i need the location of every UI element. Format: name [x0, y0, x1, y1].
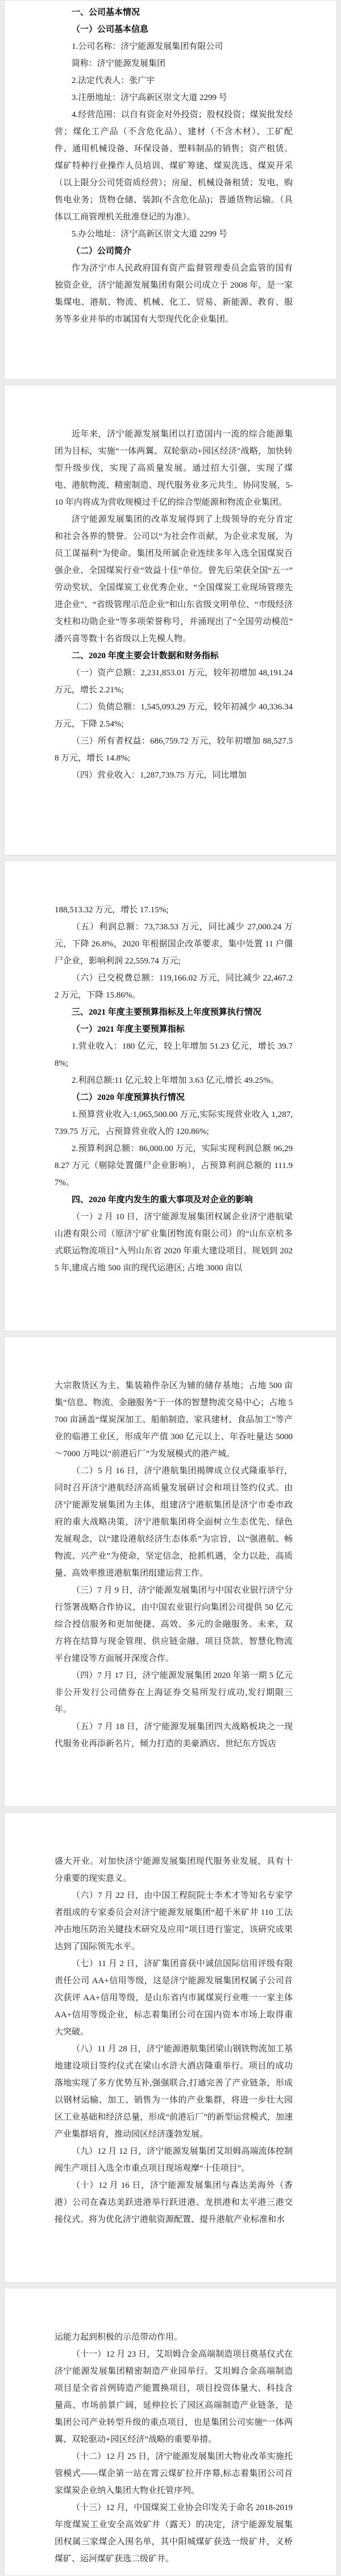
paragraph: 2.利润总额:11 亿元,较上年增加 3.63 亿元,增长 49.25%。 [72, 1076, 279, 1085]
paragraph: （四）7 月 17 日，济宁能源发展集团 2020 年第一期 5 亿元非公开发行公司债券在上海证券交易所发行成功,发行期限三年。 [55, 1671, 293, 1714]
paragraph: （五）利润总额：73,738.53 万元，同比减少 27,000.24 万元，下降 26.8%，2020 年根据国企改革要求，集中处置 11 户僵尸企业，影响利润 22,559.74 万元; [55, 923, 293, 966]
paragraph: 4.经营范围：以自有资金对外投资；股权投资；煤炭批发经营；煤化工产品（不含危化品）、建材（不含木材）、工矿配件、通用机械设备、环保设备、塑料制品的销售；资产租赁。煤矿特种行业操作人员培训、煤矿筹建、煤炭洗选、煤炭开采（以上限分公司凭资质经营）；房屋、机械设备租赁；发电、购售电业务；货物仓储、装卸(不含危化品)；普通货物运输。（具体以工商管理机关批准登记的为准）。 [55, 110, 293, 222]
paragraph: 3.注册地址：济宁高新区崇文大道 2299 号 [72, 93, 227, 102]
paragraph: （十三）12 月，中国煤炭工业协会印发关于命名 2018-2019 年度煤炭工业安全高效矿井（露天）的决定，济宁能源发展集团权属三家煤企入围名单，其中阳城煤矿获选一级矿井，义桥煤矿、运河煤矿获选二级矿井。 [55, 2503, 293, 2563]
page-5 [4, 1812, 337, 2283]
page-1 [4, 0, 337, 380]
paragraph: （十一）12 月 23 日，艾坦姆合金高端制造项目奠基仪式在济宁能源发展集团精密制造产业园举行。艾坦姆合金高端制造项目是全省首例铸造产能置换项目，项目投资体量大、科技含量高、市场前景广阔，延伸拉长了园区高端制造产业链条，是集团公司产业转型升级的重点项目，也是集团公司实施“一体两翼、双轮驱动+园区经济”战略的重要举措。 [55, 2350, 293, 2444]
paragraph: 大宗散货区为主、集装箱件杂区为辅的储存基地；占地 500 亩集“信息、物流、金融服务”于一体的智慧物流交易中心；占地 5700 亩涵盖“煤炭深加工、船舶制造、家具建材、食品加工”等产业的临港工业区，形成年产值 300 亿元以上、年吞吐量达 5000～7000 万吨以“前港后厂”为发展模式的港产城。 [55, 1381, 293, 1459]
paragraph: （一）2 月 10 日，济宁能源发展集团权属企业济宁港航梁山港有限公司（原济宁矿业集团物流有限公司）的“山东京杭多式联运物流项目”入列山东省 2020 年重大建设项目。规划到 2025 年,建成占地 500 亩的现代运港区; 占地 3000 亩以 [55, 1212, 293, 1273]
section-heading: 一、公司基本情况 [72, 8, 140, 17]
paragraph: 1.公司名称：济宁能源发展集团有限公司 [72, 42, 223, 51]
paragraph: （一）资产总额：2,231,853.01 万元，较年初增加 48,191.24 万元，增长 2.21%; [55, 668, 293, 695]
section-heading: （二）2020 年度预算执行情况 [72, 1093, 185, 1102]
paragraph: 简称：济宁能源发展集团 [72, 59, 166, 68]
section-heading: 二、2020 年度主要会计数据和财务指标 [72, 651, 219, 660]
paragraph: （六）已交税费总额：119,166.02 万元，同比减少 22,467.22 万元，下降 15.86%。 [55, 974, 293, 1000]
paragraph: （十）12 月 16 日，济宁能源发展集团与森达美海外（香港）公司在森达美跃进港举行跃进港、龙拱港和太平港三港交接仪式。将为优化济宁港航资源配置、提升港航产业标准和水 [55, 2181, 293, 2224]
paragraph: 2.预算利润总额：86,000.00 万元，实际实现利润总额 96,298.27 万元（剔除处置僵尸企业影响），占预算利润总额的 111.97%。 [55, 1144, 293, 1187]
paragraph: （九）12 月 12 日，济宁能源发展集团艾坦姆高端流体控制阀生产项目入选全市重点项目现场观摩“十佳项目”。 [55, 2147, 293, 2173]
paragraph: 运能力起到积极的示范带动作用。 [55, 2333, 183, 2342]
paragraph: （七）11 月 2 日，济矿集团喜获中诚信国际信用评级有限责任公司 AA+信用等级，这是济宁能源发展集团权属子公司首次获评 AA+信用等级，是山东省内市属煤炭行业唯一一家主体 AA+信用等级企业，标志着集团公司在国内资本市场上取得重大突破。 [55, 1959, 293, 2037]
paragraph: 作为济宁市人民政府国有资产监督管理委员会监管的国有独资企业，济宁能源发展集团有限公司成立于 2008 年，是一家集煤电、港航、物流、机械、化工、贸易、新能源、教育、服务等多业并举的市属国有大型现代化企业集团。 [55, 264, 293, 324]
paragraph: （五）7 月 18 日，济宁能源发展集团四大战略板块之一现代服务业再添新名片，倾力打造的美豪酒店、世纪东方饭店 [55, 1722, 293, 1748]
paragraph: （二）负债总额：1,545,093.29 万元，较年初减少 40,336.34 万元，下降 2.54%; [55, 703, 293, 729]
paragraph: （四）营业收入：1,287,739.75 万元，同比增加 [72, 771, 247, 780]
paragraph: 近年来，济宁能源发展集团以打造国内一流的综合能源集团为目标，实施“一体两翼、双轮驱动+园区经济"战略，加快转型升级步伐，实现了高质量发展。通过招大引强，实现了煤电、港航物流、精密制造、现代服务业多元共生、协同发展，5-10 年内将成为营收规模过千亿的综合型能源和物流企业集团。 [55, 430, 293, 507]
section-heading: （一）公司基本信息 [72, 25, 149, 34]
paragraph: 188,513.32 万元，增长 17.15%; [55, 905, 169, 915]
paragraph: （十二）12 月 25 日，济宁能源发展集团大物业改革实施托管模式——煤企第一站在霄云煤矿拉开序幕,标志着集团公司首家煤炭企业纳入集团大物业托管序列。 [55, 2452, 293, 2495]
paragraph: 5.办公地址：济宁高新区崇文大道 2299 号 [72, 230, 227, 239]
page-4 [4, 1336, 337, 1807]
paragraph: 济宁能源发展集团的改革发展得到了上级领导的充分肯定和社会各界的赞誉。公司以“为社会作贡献，为企业求发展，为员工谋福利”为使命。集团及所属企业连续多年入选全国煤炭百强企业、全国煤炭行业“效益十佳”单位。曾先后荣获全国“五一”劳动奖状、全国煤炭工业优秀企业、“全国煤炭工业现场管理先进企业”、“省级管理示范企业”和山东省级文明单位、“市级经济支柱和功勋企业”等多项荣誉称号，并涌现出了“全国劳动模范”潘兴喜等数十名省级以上先模人物。 [55, 515, 293, 643]
page-6 [4, 2288, 337, 2576]
section-heading: 四、2020 年度内发生的重大事项及对企业的影响 [72, 1195, 253, 1204]
paragraph: 1.营业收入：180 亿元，较上年增加 51.23 亿元，增长 39.78%; [55, 1042, 293, 1068]
paragraph: （六）7 月 22 日，由中国工程院院士李术才等知名专家学者组成的专家委员会对济宁能源发展集团“超千米矿井 110 工法冲击地压防治关键技术研究及应用”项目进行鉴定，该研究成果达到了国际领先水平。 [55, 1891, 293, 1951]
paragraph: （二）5 月 16 日，济宁港航集团揭牌成立仪式隆重举行，同时召开济宁港航经济高质量发展研讨会和项目签约仪式。由济宁能源发展集团为主体，组建济宁港航集团是济宁市委市政府的重大战略决策，济宁港航集团将全面树立生态优先、绿色发展观念，以“建设港航经济生态体系”为宗旨，以“强港航、畅物流、兴产业”为使命，坚定信念，抢抓机遇，全力以赴，高质量、高效率推进港航集团组建运营工作。 [55, 1466, 293, 1578]
paragraph: （三）7 月 9 日，济宁能源发展集团与中国农业银行济宁分行签署战略合作协议，由中国农业银行向集团公司提供 50 亿元综合授信服务和更加便捷、高效、多元的金融服务。未来，双方将在结算与现金管理、供应链金融、项目贷款、智慧化物流平台建设等方面展开深度合作。 [55, 1586, 293, 1663]
paragraph: 2.法定代表人：张广宇 [72, 76, 155, 85]
paragraph: （三）所有者权益：686,759.72 万元，较年初增加 88,527.58 万元，增长 14.8%; [55, 737, 293, 763]
paragraph: 盛大开业。对加快济宁能源发展集团现代服务业发展，具有十分重要的现实意义。 [55, 1857, 293, 1883]
paragraph: 1.预算营业收入:1,065,500.00 万元,实际实现营业收入 1,287,739.75 万元，占预算营业收入的 120.86%; [55, 1110, 293, 1136]
section-heading: （一）2021 年度主要预算指标 [72, 1025, 185, 1034]
section-heading: （二）公司简介 [72, 247, 132, 256]
paragraph: （八）11 月 28 日，济宁能源港航集团梁山钢铁物流加工基地建设项目签约仪式在梁山水浒大酒店隆重举行。项目的成功落地实现了多方优势互补,强强联合,打通完善了产业链条，形成以钢材运输、加工、销售为一体的产业集群，将进一步壮大园区工业基础和经济总量，形成“前港后厂”的新型运营模式，加速产业集群培育，推动园区经济蓬勃发展。 [55, 2045, 293, 2139]
page-3 [4, 861, 337, 1331]
section-heading: 三、2021 年度主要预算指标及上年度预算执行情况 [72, 1008, 261, 1017]
page-2 [4, 385, 337, 855]
